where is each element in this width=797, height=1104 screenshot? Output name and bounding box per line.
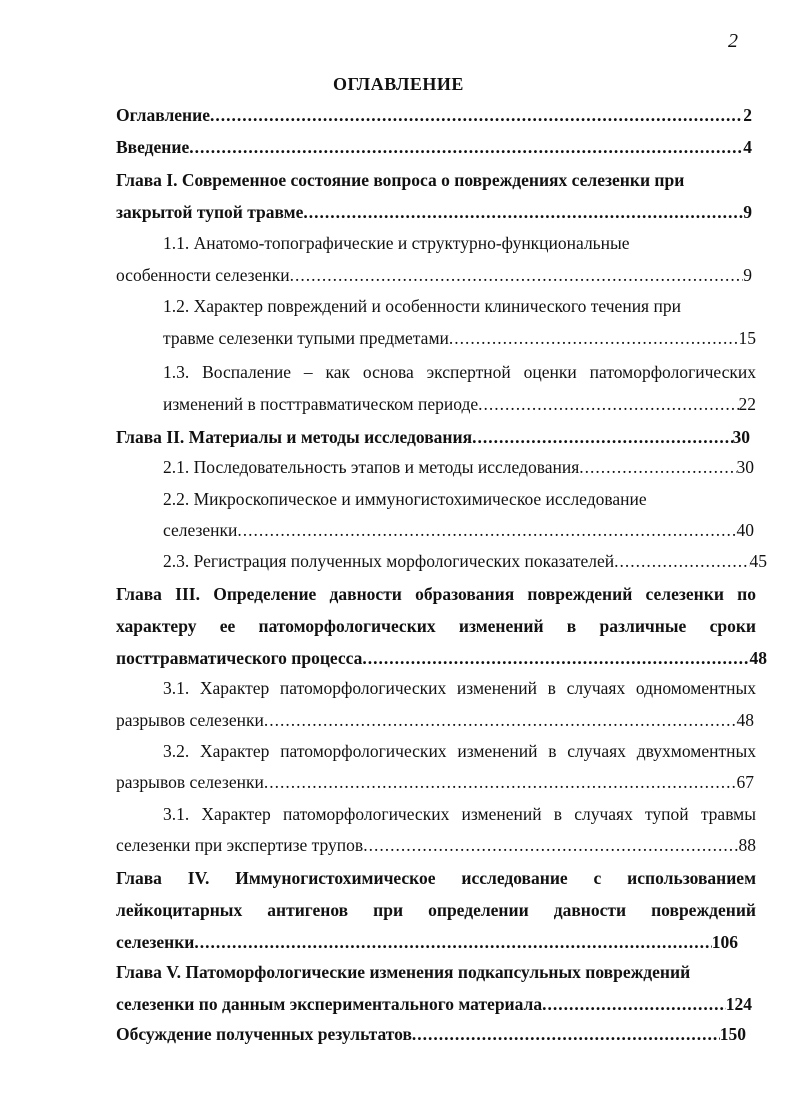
toc-entry-page: 9 <box>743 202 752 222</box>
toc-entry-text: селезенки <box>116 932 195 952</box>
toc-entry-chapter-2[interactable] <box>116 427 750 448</box>
toc-entry-text: особенности селезенки <box>116 265 290 285</box>
toc-entry-1-1[interactable] <box>116 265 752 286</box>
toc-entry-3-1-line1[interactable]: 3.1. Характер патоморфологических изменений в случаях одномоментных <box>163 678 756 698</box>
toc-entry-text: селезенки при экспертизе трупов <box>116 835 364 855</box>
toc-entry-text: 2.1. Последовательность этапов и методы исследования <box>163 457 580 477</box>
page-number-mark: 2 <box>728 30 738 52</box>
toc-entry-chapter-4-line1[interactable]: Глава IV. Иммуногистохимическое исследование с использованием <box>116 868 756 888</box>
toc-entry-page: 30 <box>732 427 750 447</box>
toc-entry-3-2-line1[interactable]: 3.2. Характер патоморфологических изменений в случаях двухмоментных <box>163 741 756 761</box>
toc-entry-3-3[interactable] <box>116 835 756 856</box>
toc-entry-page: 15 <box>738 328 756 348</box>
toc-entry-page: 150 <box>719 1024 746 1044</box>
toc-entry-text: изменений в посттравматическом периоде <box>163 394 479 414</box>
toc-entry-text: Глава II. Материалы и методы исследования <box>116 427 473 447</box>
toc-entry-chapter-1[interactable] <box>116 202 752 223</box>
toc-entry-2-3[interactable] <box>163 551 767 572</box>
toc-entry-text: селезенки <box>163 520 238 540</box>
toc-entry-page: 40 <box>736 520 754 540</box>
toc-entry-page: 4 <box>743 137 752 157</box>
toc-entry-page: 22 <box>738 394 756 414</box>
toc-entry-discussion[interactable] <box>116 1024 746 1045</box>
toc-entry-chapter-3-line1[interactable]: Глава III. Определение давности образования повреждений селезенки по <box>116 584 756 604</box>
toc-entry-contents[interactable] <box>116 105 752 126</box>
toc-entry-2-2-line1[interactable]: 2.2. Микроскопическое и иммуногистохимическое исследование <box>163 489 647 509</box>
toc-entry-page: 2 <box>743 105 752 125</box>
toc-entry-page: 67 <box>736 772 754 792</box>
toc-entry-text: Оглавление <box>116 105 210 125</box>
toc-entry-chapter-3-line2[interactable]: характеру ее патоморфологических изменений в различные сроки <box>116 616 756 636</box>
toc-entry-text: Обсуждение полученных результатов <box>116 1024 412 1044</box>
toc-entry-page: 124 <box>725 994 752 1014</box>
toc-entry-chapter-5[interactable] <box>116 994 752 1015</box>
toc-entry-page: 48 <box>736 710 754 730</box>
toc-entry-text: закрытой тупой травме <box>116 202 304 222</box>
toc-entry-1-3[interactable] <box>163 394 756 415</box>
toc-entry-page: 45 <box>749 551 767 571</box>
toc-entry-chapter-5-line1[interactable]: Глава V. Патоморфологические изменения подкапсульных повреждений <box>116 962 691 982</box>
toc-entry-page: 106 <box>711 932 738 952</box>
toc-entry-text: травме селезенки тупыми предметами <box>163 328 449 348</box>
toc-entry-page: 88 <box>738 835 756 855</box>
toc-entry-chapter-4[interactable] <box>116 932 738 953</box>
toc-title: ОГЛАВЛЕНИЕ <box>333 74 464 94</box>
toc-entry-introduction[interactable] <box>116 137 752 158</box>
toc-entry-chapter-1-line1[interactable]: Глава I. Современное состояние вопроса о повреждениях селезенки при <box>116 170 685 190</box>
toc-entry-page: 48 <box>749 648 767 668</box>
toc-entry-text: разрывов селезенки <box>116 772 264 792</box>
toc-entry-1-2[interactable] <box>163 328 756 349</box>
toc-entry-1-1-line1[interactable]: 1.1. Анатомо-топографические и структурно-функциональные <box>163 233 630 253</box>
toc-entry-text: посттравматического процесса <box>116 648 363 668</box>
toc-entry-1-2-line1[interactable]: 1.2. Характер повреждений и особенности клинического течения при <box>163 296 681 316</box>
toc-entry-2-2[interactable] <box>163 520 754 541</box>
toc-entry-text: селезенки по данным экспериментального материала <box>116 994 543 1014</box>
toc-entry-3-3-line1[interactable]: 3.1. Характер патоморфологических изменений в случаях тупой травмы <box>163 804 756 824</box>
toc-entry-text: разрывов селезенки <box>116 710 264 730</box>
toc-entry-page: 30 <box>736 457 754 477</box>
toc-entry-2-1[interactable] <box>163 457 754 478</box>
toc-entry-text: 2.3. Регистрация полученных морфологических показателей <box>163 551 615 571</box>
toc-entry-text: Введение <box>116 137 190 157</box>
toc-entry-chapter-3[interactable] <box>116 648 767 669</box>
toc-entry-3-1[interactable] <box>116 710 754 731</box>
toc-entry-3-2[interactable] <box>116 772 754 793</box>
toc-entry-1-3-line1[interactable]: 1.3. Воспаление – как основа экспертной оценки патоморфологических <box>163 362 756 382</box>
toc-entry-page: 9 <box>743 265 752 285</box>
toc-entry-chapter-4-line2[interactable]: лейкоцитарных антигенов при определении давности повреждений <box>116 900 756 920</box>
